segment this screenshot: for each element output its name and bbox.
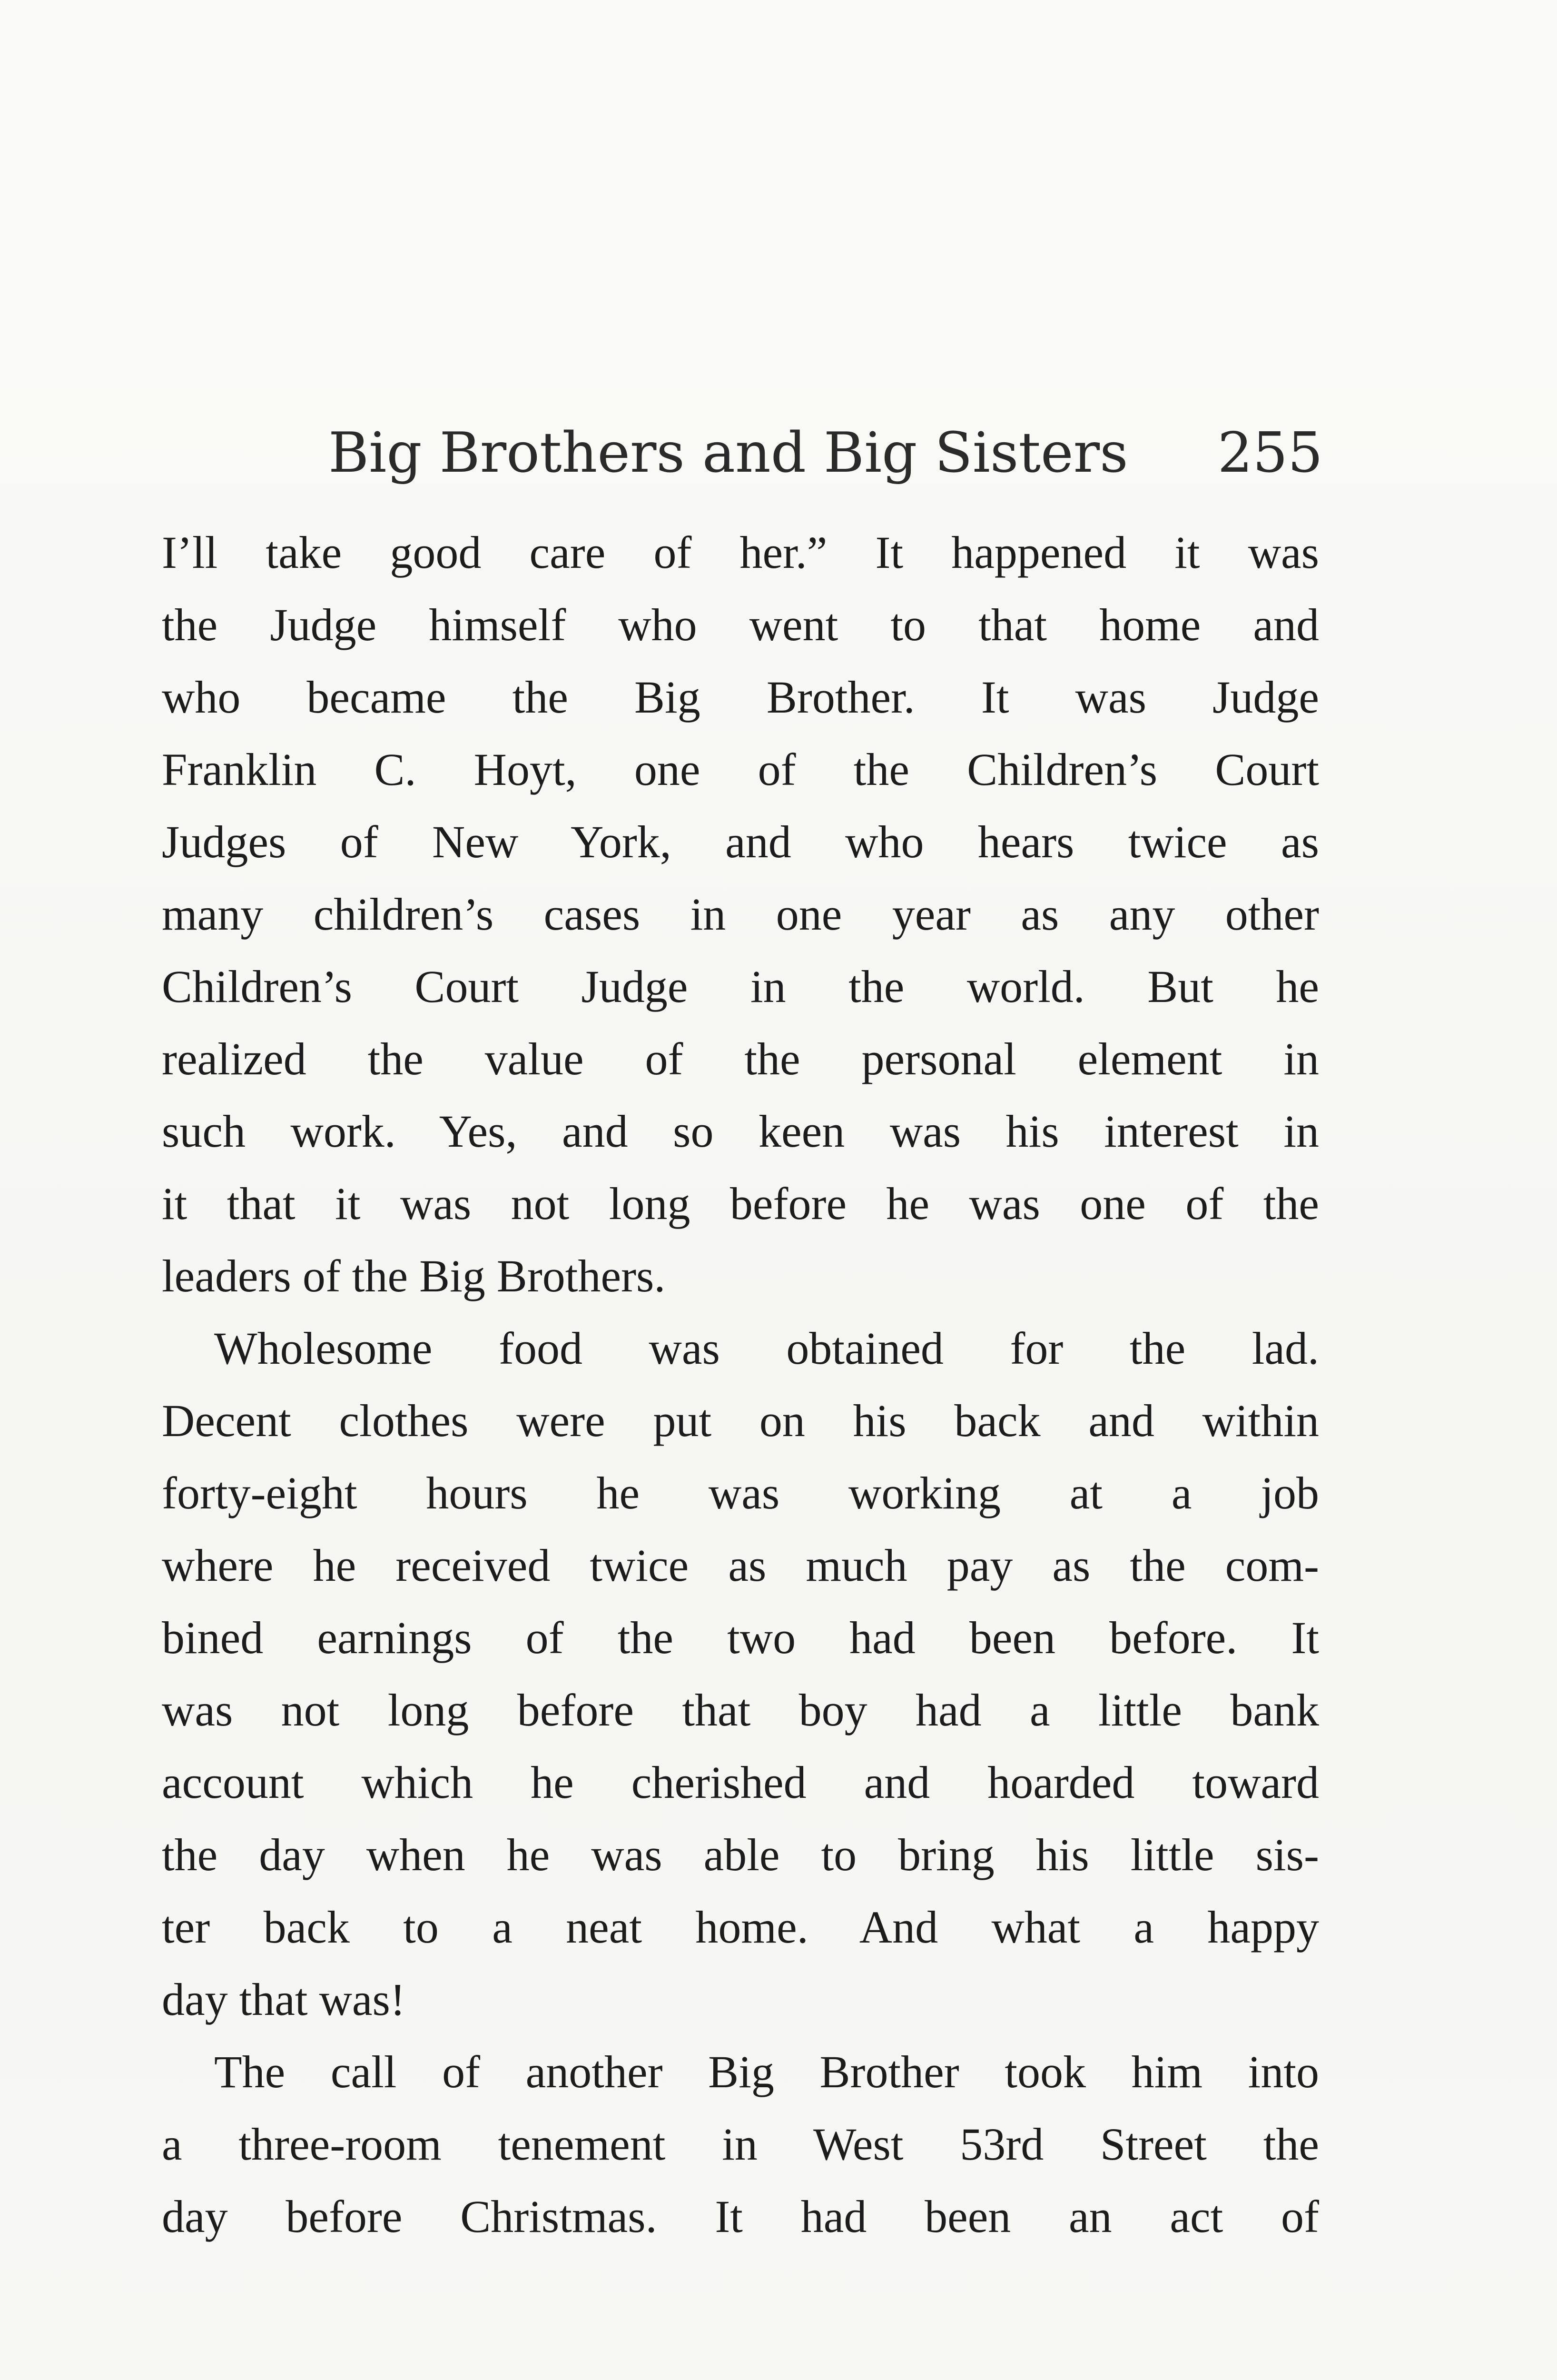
paragraph-first-line: Wholesome food was obtained for the lad. (214, 1323, 1319, 1374)
body-text (162, 516, 1319, 2253)
text-line: Franklin C. Hoyt, one of the Children’s Court (162, 744, 1319, 795)
text-line: Decent clothes were put on his back and within (162, 1395, 1319, 1446)
text-line: bined earnings of the two had been before. It (162, 1612, 1319, 1663)
text-line: day before Christmas. It had been an act of (162, 2191, 1319, 2242)
text-line: a three-room tenement in West 53rd Street the (162, 2119, 1319, 2170)
text-line: account which he cherished and hoarded toward (162, 1757, 1319, 1808)
text-line: where he received twice as much pay as the com- (162, 1540, 1319, 1591)
text-line: the day when he was able to bring his little sis- (162, 1829, 1319, 1880)
text-line: it that it was not long before he was one of the (162, 1178, 1319, 1229)
text-line: realized the value of the personal element in (162, 1033, 1319, 1084)
running-head-title: Big Brothers and Big Sisters (328, 421, 1128, 485)
text-line: Children’s Court Judge in the world. But he (162, 961, 1319, 1012)
running-head (328, 415, 1323, 491)
text-line: forty-eight hours he was working at a job (162, 1468, 1319, 1518)
text-line: Judges of New York, and who hears twice as (162, 816, 1319, 867)
page-number: 255 (1217, 421, 1323, 485)
paragraph-first-line: The call of another Big Brother took him into (214, 2046, 1319, 2097)
text-line: I’ll take good care of her.” It happened it was (162, 527, 1319, 578)
text-line: ter back to a neat home. And what a happy (162, 1902, 1319, 1953)
paragraph-end-line: leaders of the Big Brothers. (162, 1250, 666, 1301)
text-line: was not long before that boy had a little bank (162, 1685, 1319, 1735)
text-line: the Judge himself who went to that home and (162, 599, 1319, 650)
paragraph-end-line: day that was! (162, 1974, 405, 2025)
text-line: many children’s cases in one year as any other (162, 889, 1319, 940)
text-line: who became the Big Brother. It was Judge (162, 672, 1319, 723)
text-line: such work. Yes, and so keen was his interest in (162, 1106, 1319, 1157)
